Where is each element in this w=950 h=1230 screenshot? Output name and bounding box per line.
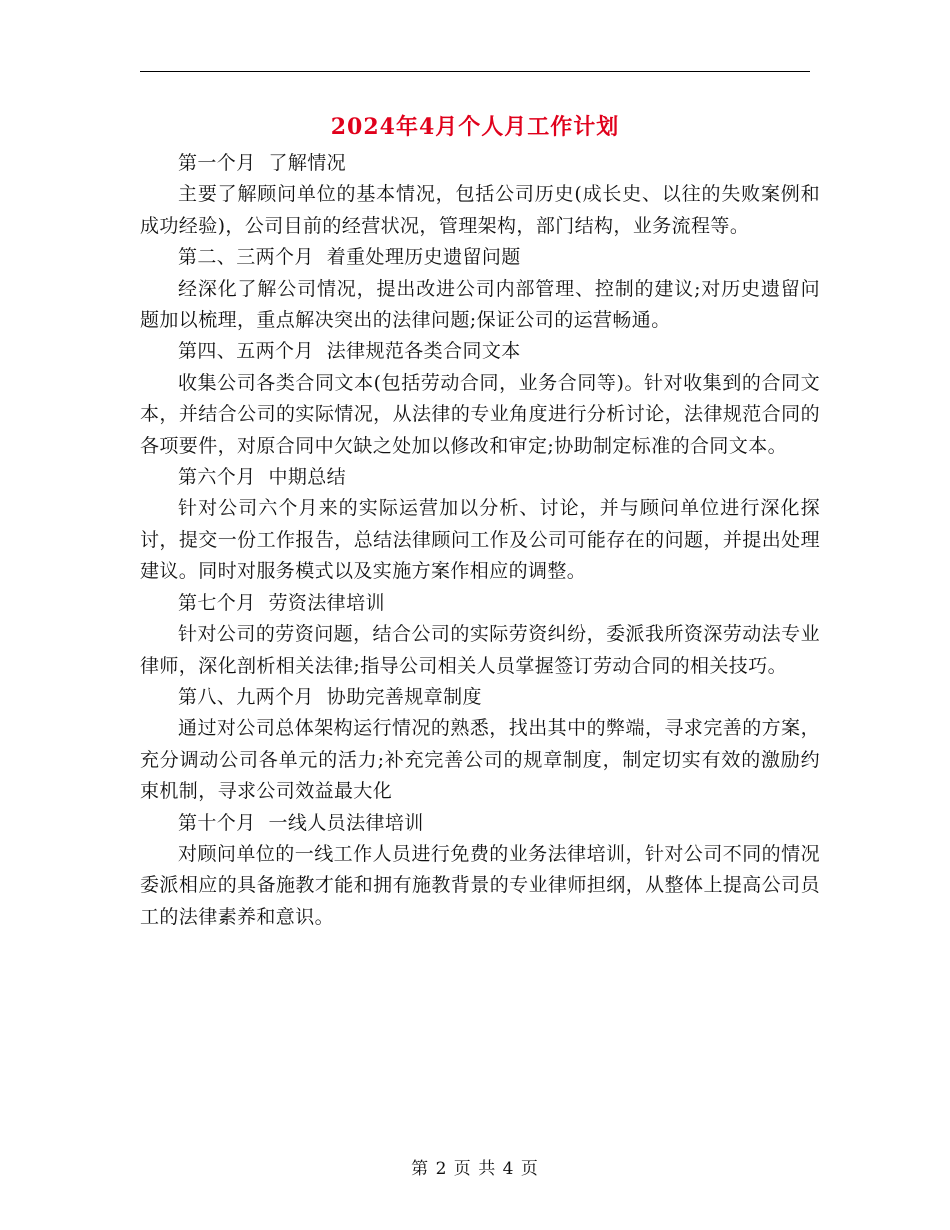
section-body-month-1: 主要了解顾问单位的基本情况，包括公司历史(成长史、以往的失败案例和成功经验)，公司目前的经营状况，管理架构，部门结构，业务流程等。 (140, 183, 820, 237)
section-heading-month-1: 第一个月 了解情况 (178, 152, 347, 174)
page-number: 第 2 页 共 4 页 (411, 1159, 539, 1179)
section-body-month-4-5: 收集公司各类合同文本(包括劳动合同，业务合同等)。针对收集到的合同文本，并结合公司的实际情况，从法律的专业角度进行分析讨论，法律规范合同的各项要件，对原合同中欠缺之处加以修改和审定;协助制定标准的合同文本。 (140, 371, 820, 457)
section-body-month-8-9: 通过对公司总体架构运行情况的熟悉，找出其中的弊端，寻求完善的方案，充分调动公司各单元的活力;补充完善公司的规章制度，制定切实有效的激励约束机制，寻求公司效益最大化 (140, 717, 820, 803)
section-heading-month-10: 第十个月 一线人员法律培训 (178, 811, 424, 834)
section-heading-month-8-9: 第八、九两个月 协助完善规章制度 (178, 685, 482, 708)
section-heading-month-4-5: 第四、五两个月 法律规范各类合同文本 (178, 340, 521, 363)
section-body-month-10: 对顾问单位的一线工作人员进行免费的业务法律培训，针对公司不同的情况委派相应的具备施教才能和拥有施教背景的专业律师担纲，从整体上提高公司员工的法律素养和意识。 (140, 842, 820, 928)
document-title: 2024年4月个人月工作计划 (330, 114, 620, 140)
header-rule (140, 71, 810, 72)
section-heading-month-7: 第七个月 劳资法律培训 (178, 591, 385, 614)
section-body-month-2-3: 经深化了解公司情况，提出改进公司内部管理、控制的建议;对历史遗留问题加以梳理，重点解决突出的法律问题;保证公司的运营畅通。 (140, 277, 820, 332)
section-body-month-7: 针对公司的劳资问题，结合公司的实际劳资纠纷，委派我所资深劳动法专业律师，深化剖析相关法律;指导公司相关人员掌握签订劳动合同的相关技巧。 (140, 623, 820, 677)
section-heading-month-2-3: 第二、三两个月 着重处理历史遗留问题 (178, 246, 521, 269)
section-body-month-6: 针对公司六个月来的实际运营加以分析、讨论，并与顾问单位进行深化探讨，提交一份工作报告，总结法律顾问工作及公司可能存在的问题，并提出处理建议。同时对服务模式以及实施方案作相应的调整。 (140, 497, 820, 583)
section-heading-month-6: 第六个月 中期总结 (178, 466, 347, 489)
document-body (140, 148, 820, 933)
